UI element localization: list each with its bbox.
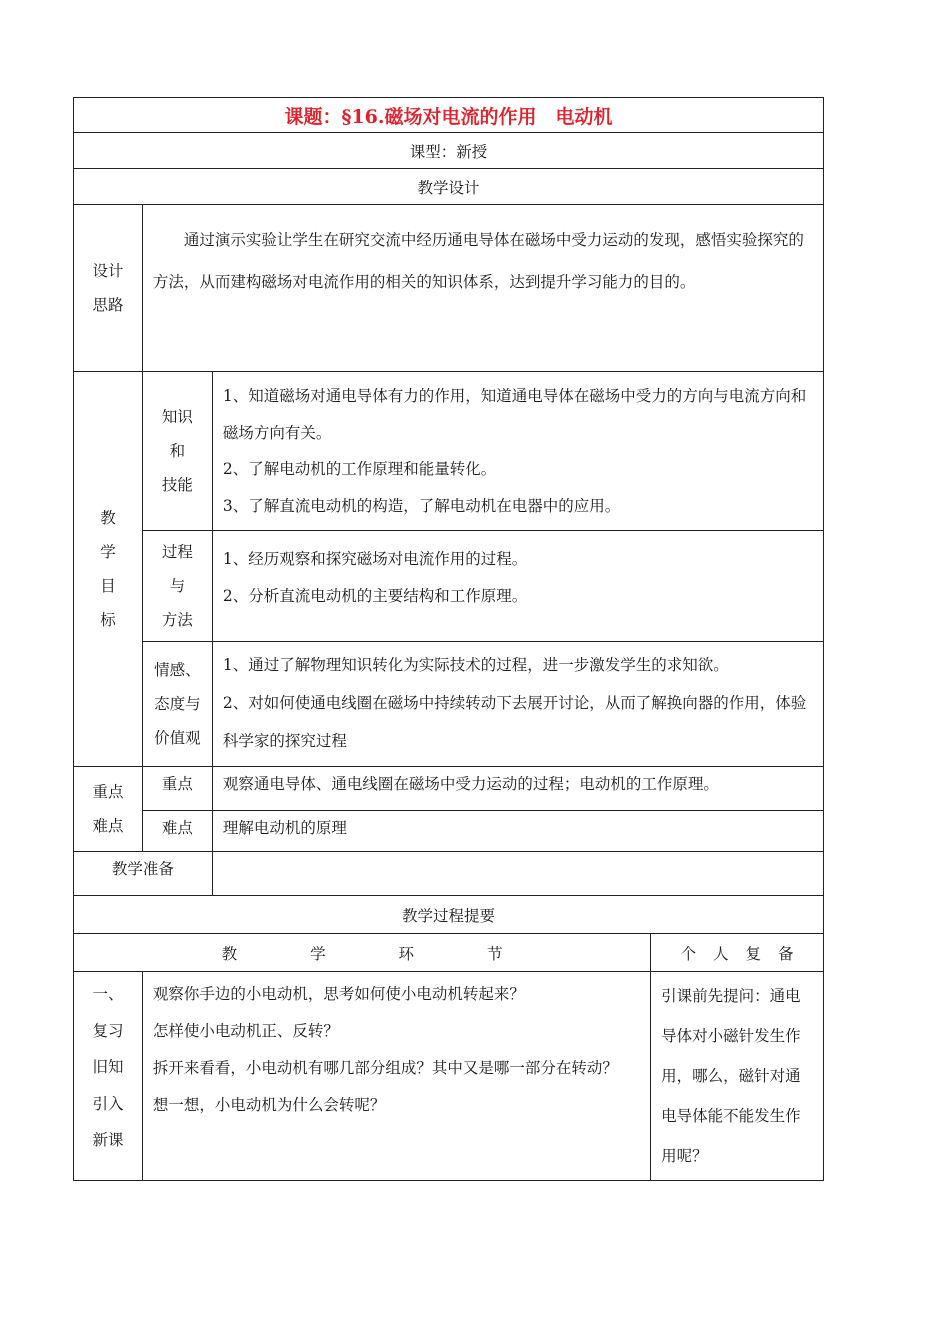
knowledge-item: 1、知道磁场对通电导体有力的作用，知道通电导体在磁场中受力的方向与电流方向和磁场方向有关。 (222, 387, 807, 442)
section1-content-line: 怎样使小电动机正、反转？ (152, 1022, 339, 1040)
header-char: 节 (486, 944, 503, 963)
lesson-title: 课题：§16.磁场对电流的作用 电动机 (74, 98, 824, 133)
objectives-label-char: 标 (100, 611, 116, 629)
design-idea-text: 通过演示实验让学生在研究交流中经历通电导体在磁场中受力运动的发现，感悟实验探究的方法，从而建构磁场对电流作用的相关的知识体系，达到提升学习能力的目的。 (142, 205, 823, 372)
emotion-item: 1、通过了解物理知识转化为实际技术的过程，进一步激发学生的求知欲。 (222, 656, 729, 674)
lesson-plan-page (73, 97, 824, 1181)
emotion-item: 2、对如何使通电线圈在磁场中持续转动下去展开讨论，从而了解换向器的作用，体验科学家的探究过程 (222, 694, 807, 750)
section1-label-line: 新课 (92, 1131, 124, 1149)
section1-label (74, 972, 143, 1181)
header-char: 备 (777, 944, 794, 963)
knowledge-label (142, 372, 212, 531)
objectives-label-char: 教 (100, 509, 116, 527)
section1-label-line: 旧知 (92, 1058, 124, 1076)
section1-content-line: 观察你手边的小电动机，思考如何使小电动机转起来？ (152, 985, 525, 1003)
section1-content-line: 想一想，小电动机为什么会转呢？ (152, 1096, 386, 1114)
objectives-label (74, 372, 143, 767)
key-points-label-line2: 难点 (92, 817, 124, 835)
section1-content-line: 拆开来看看，小电动机有哪几部分组成？其中又是哪一部分在转动？ (152, 1059, 618, 1077)
section1-content (142, 972, 650, 1181)
emotion-label-line: 态度与 (154, 695, 201, 713)
design-header: 教学设计 (74, 169, 824, 205)
key-points-label (74, 767, 143, 852)
preparation-label: 教学准备 (74, 852, 213, 896)
objectives-label-char: 目 (100, 577, 116, 595)
section1-notes: 引课前先提问：通电导体对小磁针发生作用，哪么，磁针对通电导体能不能发生作用呢？ (651, 972, 824, 1181)
knowledge-items (212, 372, 823, 531)
process-items (212, 531, 823, 642)
key-text: 观察通电导体、通电线圈在磁场中受力运动的过程；电动机的工作原理。 (212, 767, 823, 811)
process-label (142, 531, 212, 642)
emotion-items (212, 642, 823, 767)
lesson-plan-table (73, 97, 824, 1181)
difficult-text: 理解电动机的原理 (212, 811, 823, 852)
process-col2-header (651, 934, 824, 972)
header-char: 环 (398, 944, 415, 963)
process-col1-header (74, 934, 651, 972)
knowledge-item: 2、了解电动机的工作原理和能量转化。 (222, 460, 497, 478)
process-label-line: 方法 (161, 611, 193, 629)
design-idea-label-line1: 设计 (92, 262, 124, 280)
header-char: 教 (221, 944, 238, 963)
process-item: 2、分析直流电动机的主要结构和工作原理。 (222, 586, 528, 605)
section1-label-line: 一、 (92, 985, 124, 1003)
knowledge-label-line: 技能 (161, 476, 193, 494)
key-points-label-line1: 重点 (92, 783, 124, 801)
preparation-value (212, 852, 823, 896)
process-item: 1、经历观察和探究磁场对电流作用的过程。 (222, 550, 528, 568)
difficult-label: 难点 (142, 811, 212, 852)
emotion-label-line: 价值观 (154, 729, 201, 747)
header-char: 个 (680, 944, 697, 963)
process-header: 教学过程提要 (74, 896, 824, 934)
section1-label-line: 引入 (92, 1094, 124, 1113)
process-label-line: 过程 (161, 543, 193, 561)
knowledge-item: 3、了解直流电动机的构造，了解电动机在电器中的应用。 (222, 496, 621, 515)
header-char: 学 (310, 944, 326, 963)
emotion-label (142, 642, 212, 767)
objectives-label-char: 学 (100, 543, 116, 561)
key-label: 重点 (142, 767, 212, 811)
lesson-type: 课型：新授 (74, 133, 824, 169)
design-idea-label-line2: 思路 (92, 296, 124, 314)
knowledge-label-line: 知识 (161, 408, 193, 426)
section1-label-line: 复习 (92, 1021, 124, 1040)
emotion-label-line: 情感、 (154, 661, 201, 679)
header-char: 人 (713, 944, 729, 963)
knowledge-label-line: 和 (169, 442, 186, 460)
header-char: 复 (745, 944, 762, 963)
process-label-line: 与 (169, 577, 186, 595)
design-idea-label (74, 205, 143, 372)
